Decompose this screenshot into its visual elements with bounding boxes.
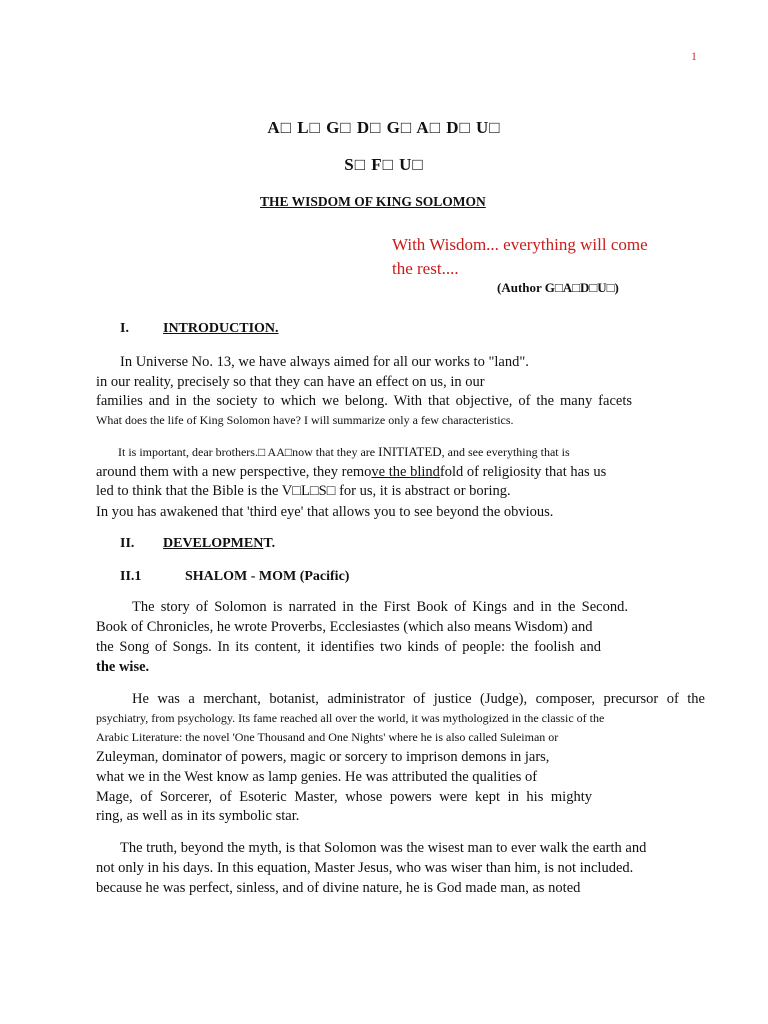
para1-line-3: the Song of Songs. In its content, it identifies two kinds of people: the foolish and <box>96 639 601 655</box>
intro-line-3: families and in the society to which we belong. With that objective, of the many facets <box>96 393 632 409</box>
intro-line-5-part-c: , and see everything that is <box>441 445 570 459</box>
intro-line-6-part-a: around them with a new perspective, they remo <box>96 464 372 480</box>
section-2-1-number: II.1 <box>120 569 142 584</box>
para3-line-1: The truth, beyond the myth, is that Solomon was the wisest man to ever walk the earth and <box>120 840 647 856</box>
para2-line-3: Arabic Literature: the novel 'One Thousand and One Nights' where he is also called Suleiman or <box>96 730 559 744</box>
document-title-line-2: S□ F□ U□ <box>344 155 424 174</box>
section-1-number: I. <box>120 321 129 336</box>
intro-line-7: led to think that the Bible is the V□L□S□ for us, it is abstract or boring. <box>96 483 511 499</box>
intro-line-5 <box>118 444 570 460</box>
intro-line-6-part-c: fold of religiosity that has us <box>439 464 607 480</box>
para2-line-2: psychiatry, from psychology. Its fame reached all over the world, it was mythologized in the classic of the <box>96 711 605 725</box>
section-2-1-title: SHALOM - MOM (Pacific) <box>185 569 350 584</box>
intro-line-5-part-a: It is important, dear brothers.□ AA□now that they are <box>118 445 376 459</box>
section-1-title: INTRODUCTION. <box>163 321 279 336</box>
para1-line-2: Book of Chronicles, he wrote Proverbs, Ecclesiastes (which also means Wisdom) and <box>96 619 593 635</box>
section-2-number: II. <box>120 536 135 551</box>
intro-line-4: What does the life of King Solomon have? I will summarize only a few characteristics. <box>96 413 514 427</box>
para2-line-5: what we in the West know as lamp genies. He was attributed the qualities of <box>96 769 538 785</box>
section-2-title-rest: T. <box>263 536 276 551</box>
para2-line-7: ring, as well as in its symbolic star. <box>96 808 300 824</box>
epigraph-author: (Author G□A□D□U□) <box>497 280 619 295</box>
initiated-word: INITIATED <box>378 444 442 459</box>
section-2-title-underlined: DEVELOPMEN <box>163 536 264 551</box>
intro-line-6 <box>96 464 606 481</box>
intro-line-1: In Universe No. 13, we have always aimed for all our works to "land". <box>120 354 529 370</box>
para1-line-1: The story of Solomon is narrated in the First Book of Kings and in the Second. <box>132 599 628 615</box>
para2-line-6: Mage, of Sorcerer, of Esoteric Master, whose powers were kept in his mighty <box>96 789 592 805</box>
para3-line-3: because he was perfect, sinless, and of divine nature, he is God made man, as noted <box>96 880 581 896</box>
intro-line-6-underlined: ve the blind <box>371 464 440 480</box>
epigraph-line-1: With Wisdom... everything will come <box>392 235 648 254</box>
document-title-line-1: A□ L□ G□ D□ G□ A□ D□ U□ <box>267 118 501 137</box>
para3-line-2: not only in his days. In this equation, Master Jesus, who was wiser than him, is not included. <box>96 860 634 876</box>
para2-line-1: He was a merchant, botanist, administrator of justice (Judge), composer, precursor of the <box>132 691 705 707</box>
section-2-title <box>163 536 275 552</box>
para2-line-4: Zuleyman, dominator of powers, magic or sorcery to imprison demons in jars, <box>96 749 550 765</box>
intro-line-8: In you has awakened that 'third eye' that allows you to see beyond the obvious. <box>96 504 554 520</box>
para1-line-4: the wise. <box>96 659 150 675</box>
document-subtitle <box>260 194 508 210</box>
subtitle-text: THE WISDOM OF KING SOLOMON <box>260 194 486 209</box>
epigraph-line-2: the rest.... <box>392 259 459 278</box>
page-number: 1 <box>691 49 697 63</box>
intro-line-2: in our reality, precisely so that they can have an effect on us, in our <box>96 374 485 390</box>
